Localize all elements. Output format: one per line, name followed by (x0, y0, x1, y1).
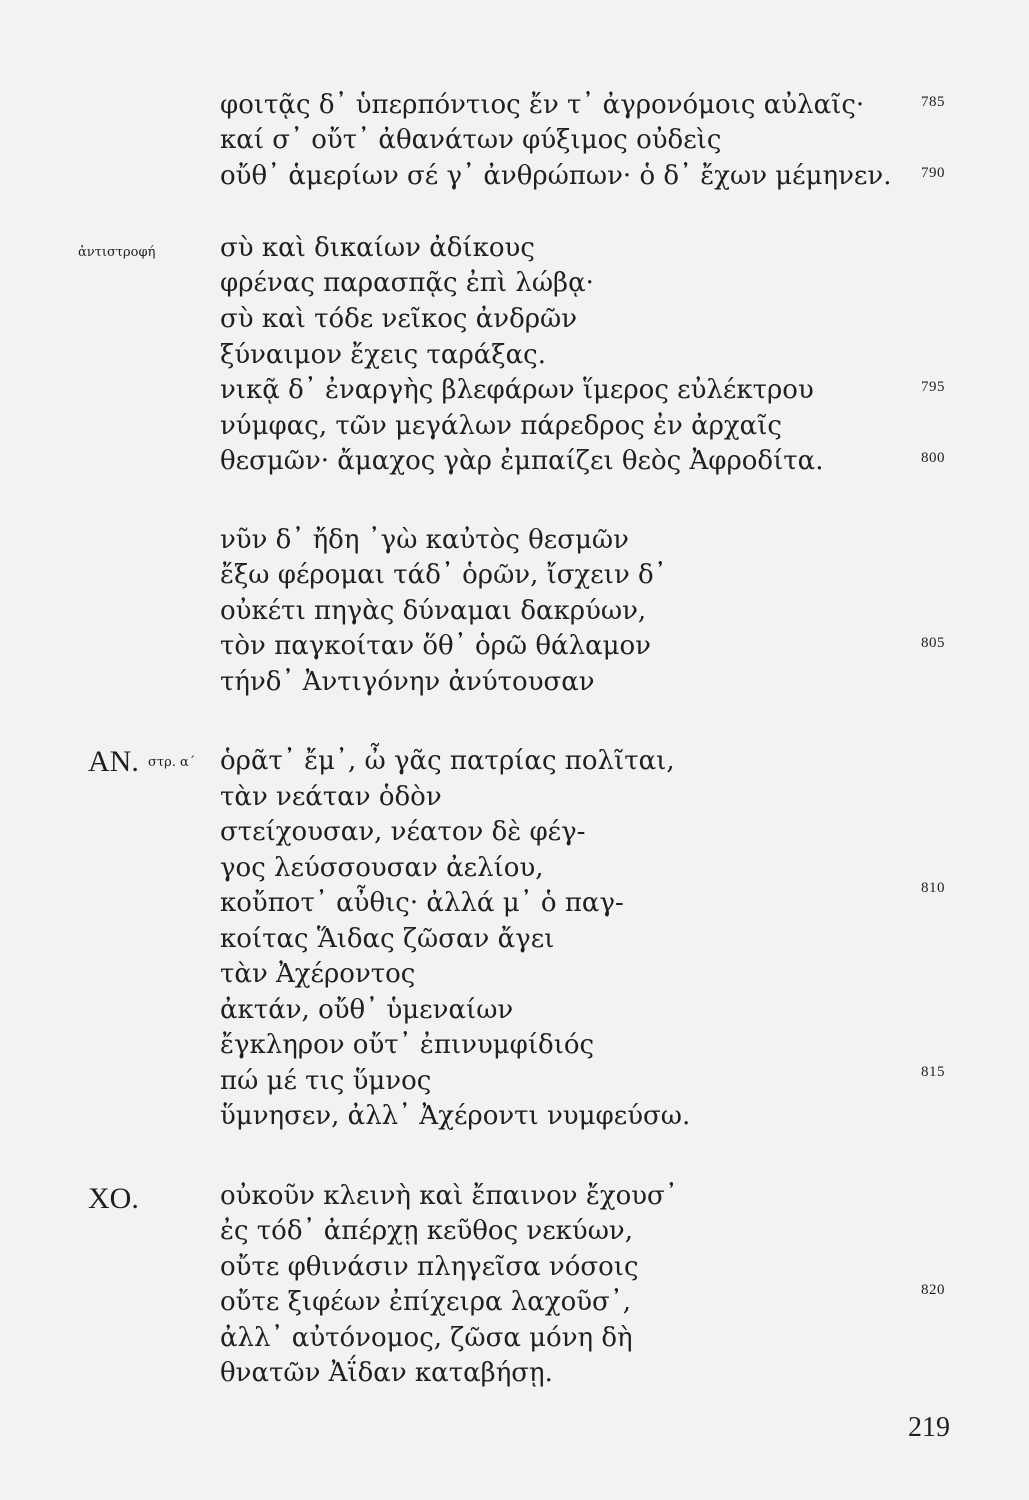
speaker-label-xo: XO. (88, 1182, 139, 1215)
strophe-label: στρ. α΄ (148, 755, 196, 770)
antistrophe-label: ἀντιστροφή (78, 245, 156, 260)
page-number: 219 (908, 1412, 950, 1443)
verse-line: ὁρᾶτ᾽ ἔμ᾽, ὦ γᾶς πατρίας πολῖται, (220, 746, 675, 776)
verse-line: κοὔποτ᾽ αὖθις· ἀλλά μ᾽ ὁ παγ- (220, 888, 624, 918)
line-number: 810 (921, 880, 945, 896)
verse-line: οὔτε φθινάσιν πληγεῖσα νόσοις (220, 1252, 639, 1282)
line-number: 815 (921, 1064, 945, 1080)
verse-line: νικᾷ δ᾽ ἐναργὴς βλεφάρων ἵμερος εὐλέκτρου (220, 375, 814, 405)
verse-line: τήνδ᾽ Ἀντιγόνην ἀνύτουσαν (220, 667, 595, 697)
verse-line: σὺ καὶ τόδε νεῖκος ἀνδρῶν (220, 304, 578, 334)
verse-line: οὐκέτι πηγὰς δύναμαι δακρύων, (220, 596, 647, 626)
verse-line: ἐς τόδ᾽ ἀπέρχῃ κεῦθος νεκύων, (220, 1216, 633, 1246)
verse-line: κοίτας Ἅιδας ζῶσαν ἄγει (220, 924, 555, 954)
verse-line: νύμφας, τῶν μεγάλων πάρεδρος ἐν ἀρχαῖς (220, 411, 782, 441)
line-number: 805 (921, 635, 945, 651)
line-number: 820 (921, 1282, 945, 1298)
verse-line: τὸν παγκοίταν ὅθ᾽ ὁρῶ θάλαμον (220, 631, 651, 661)
verse-line: σὺ καὶ δικαίων ἀδίκους (220, 233, 535, 263)
line-number: 795 (921, 379, 945, 395)
line-number: 785 (921, 94, 945, 110)
speaker-label-an: AN. (88, 745, 139, 778)
verse-line: στείχουσαν, νέατον δὲ φέγ- (220, 817, 586, 847)
verse-line: τὰν νεάταν ὁδὸν (220, 782, 442, 812)
verse-line: τὰν Ἀχέροντος (220, 959, 416, 989)
verse-line: θνατῶν Ἀΐδαν καταβήσῃ. (220, 1358, 553, 1388)
verse-line: θεσμῶν· ἄμαχος γὰρ ἐμπαίζει θεὸς Ἀφροδίτα. (220, 446, 824, 476)
verse-line: φρένας παρασπᾷς ἐπὶ λώβᾳ· (220, 268, 594, 298)
verse-line: ὕμνησεν, ἀλλ᾽ Ἀχέροντι νυμφεύσω. (220, 1101, 691, 1131)
verse-line: καί σ᾽ οὔτ᾽ ἀθανάτων φύξιμος οὐδεὶς (220, 125, 722, 155)
verse-line: φοιτᾷς δ᾽ ὑπερπόντιος ἔν τ᾽ ἀγρονόμοις αὐλαῖς· (220, 90, 865, 120)
line-number: 790 (921, 165, 945, 181)
verse-line: πώ μέ τις ὕμνος (220, 1066, 432, 1096)
verse-line: ἀλλ᾽ αὐτόνομος, ζῶσα μόνη δὴ (220, 1323, 633, 1353)
verse-line: οὐκοῦν κλεινὴ καὶ ἔπαινον ἔχουσ᾽ (220, 1181, 678, 1211)
verse-line: ἔξω φέρομαι τάδ᾽ ὁρῶν, ἴσχειν δ᾽ (220, 560, 667, 590)
verse-line: ἔγκληρον οὔτ᾽ ἐπινυμφίδιός (220, 1030, 595, 1060)
verse-line: οὔθ᾽ ἁμερίων σέ γ᾽ ἀνθρώπων· ὁ δ᾽ ἔχων μέμηνεν. (220, 161, 892, 191)
verse-line: ἀκτάν, οὔθ᾽ ὑμεναίων (220, 995, 514, 1025)
line-number: 800 (921, 450, 945, 466)
verse-line: οὔτε ξιφέων ἐπίχειρα λαχοῦσ᾽, (220, 1287, 632, 1317)
verse-line: νῦν δ᾽ ἤδη ᾽γὼ καὐτὸς θεσμῶν (220, 525, 629, 555)
verse-line: ξύναιμον ἔχεις ταράξας. (220, 340, 546, 370)
verse-line: γος λεύσσουσαν ἀελίου, (220, 853, 544, 883)
